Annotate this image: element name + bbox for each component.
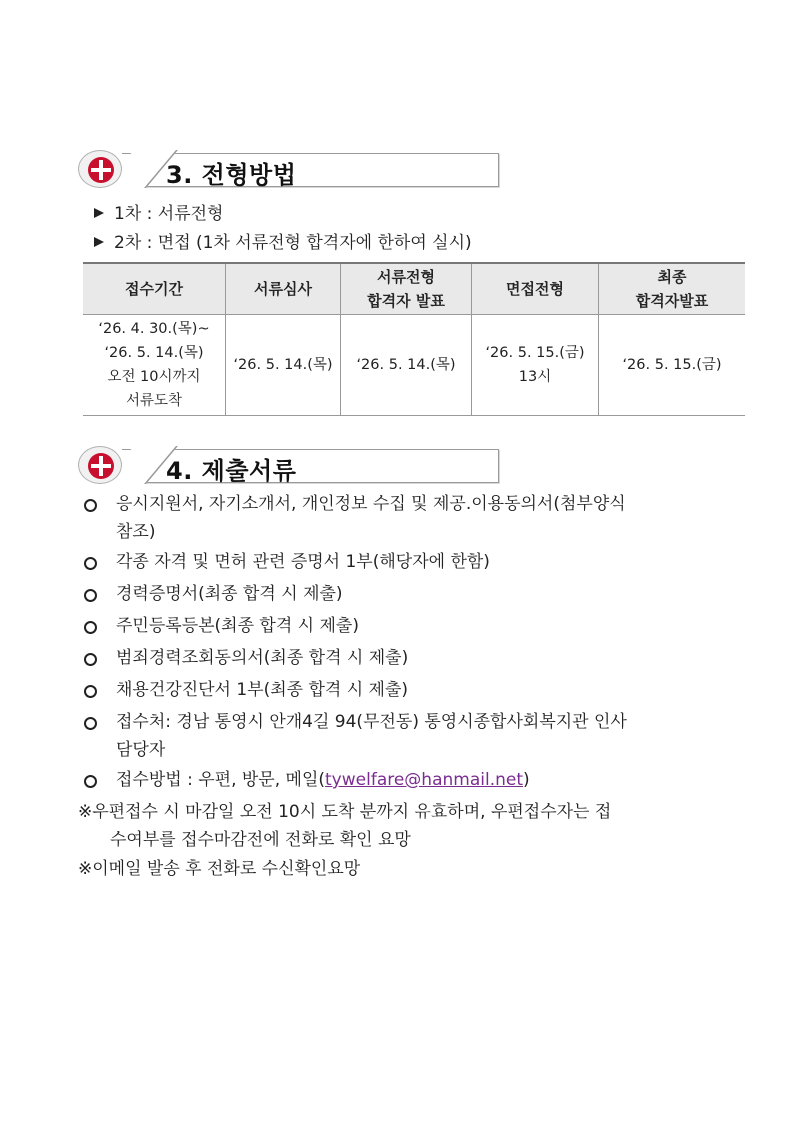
header-cell: 서류전형 합격자 발표	[341, 263, 472, 315]
list-item-method: 접수방법 : 우편, 방문, 메일(tywelfare@hanmail.net)	[84, 766, 734, 794]
table-cell: ‘26. 5. 14.(목)	[341, 315, 472, 416]
circle-outline-icon	[84, 685, 97, 698]
note-email: ※이메일 발송 후 전화로 수신확인요망	[78, 859, 361, 879]
section-title: 4. 제출서류	[166, 457, 297, 485]
list-item: 접수처: 경남 통영시 안개4길 94(무전동) 통영시종합사회복지관 인사 담당자	[84, 708, 734, 764]
step-2: 2차 : 면접 (1차 서류전형 합격자에 한하여 실시)	[94, 228, 472, 253]
table-cell: ‘26. 5. 15.(금)	[599, 315, 746, 416]
circle-outline-icon	[84, 653, 97, 666]
caritas-cross-icon	[78, 446, 122, 484]
circle-outline-icon	[84, 557, 97, 570]
circle-outline-icon	[84, 775, 97, 788]
circle-outline-icon	[84, 499, 97, 512]
list-item: 경력증명서(최종 합격 시 제출)	[84, 580, 734, 608]
triangle-right-icon	[94, 208, 104, 218]
section-3-heading	[78, 150, 498, 188]
header-cell: 서류심사	[226, 263, 341, 315]
table-header-row	[83, 263, 745, 315]
header-cell: 접수기간	[83, 263, 226, 315]
table-cell: ‘26. 5. 14.(목)	[226, 315, 341, 416]
table-cell: ‘26. 4. 30.(목)~ ‘26. 5. 14.(목) 오전 10시까지 서류도착	[83, 315, 226, 416]
circle-outline-icon	[84, 717, 97, 730]
note-postal: ※우편접수 시 마감일 오전 10시 도착 분까지 유효하며, 우편접수자는 접 수여부를 접수마감전에 전화로 확인 요망	[78, 802, 612, 850]
schedule-table	[83, 262, 745, 416]
table-cell: ‘26. 5. 15.(금) 13시	[472, 315, 599, 416]
step-1: 1차 : 서류전형	[94, 199, 223, 224]
section-4-heading	[78, 446, 498, 484]
section-title: 3. 전형방법	[166, 161, 297, 189]
circle-outline-icon	[84, 589, 97, 602]
list-item: 채용건강진단서 1부(최종 합격 시 제출)	[84, 676, 734, 704]
circle-outline-icon	[84, 621, 97, 634]
header-cell: 최종 합격자발표	[599, 263, 746, 315]
table-row	[83, 315, 745, 416]
triangle-right-icon	[94, 237, 104, 247]
list-item: 주민등록등본(최종 합격 시 제출)	[84, 612, 734, 640]
list-item: 각종 자격 및 면허 관련 증명서 1부(해당자에 한함)	[84, 548, 734, 576]
list-item: 범죄경력조회동의서(최종 합격 시 제출)	[84, 644, 734, 672]
list-item: 응시지원서, 자기소개서, 개인정보 수집 및 제공.이용동의서(첨부양식 참조)	[84, 490, 734, 546]
header-cell: 면접전형	[472, 263, 599, 315]
caritas-cross-icon	[78, 150, 122, 188]
email-link[interactable]: tywelfare@hanmail.net	[325, 770, 523, 790]
